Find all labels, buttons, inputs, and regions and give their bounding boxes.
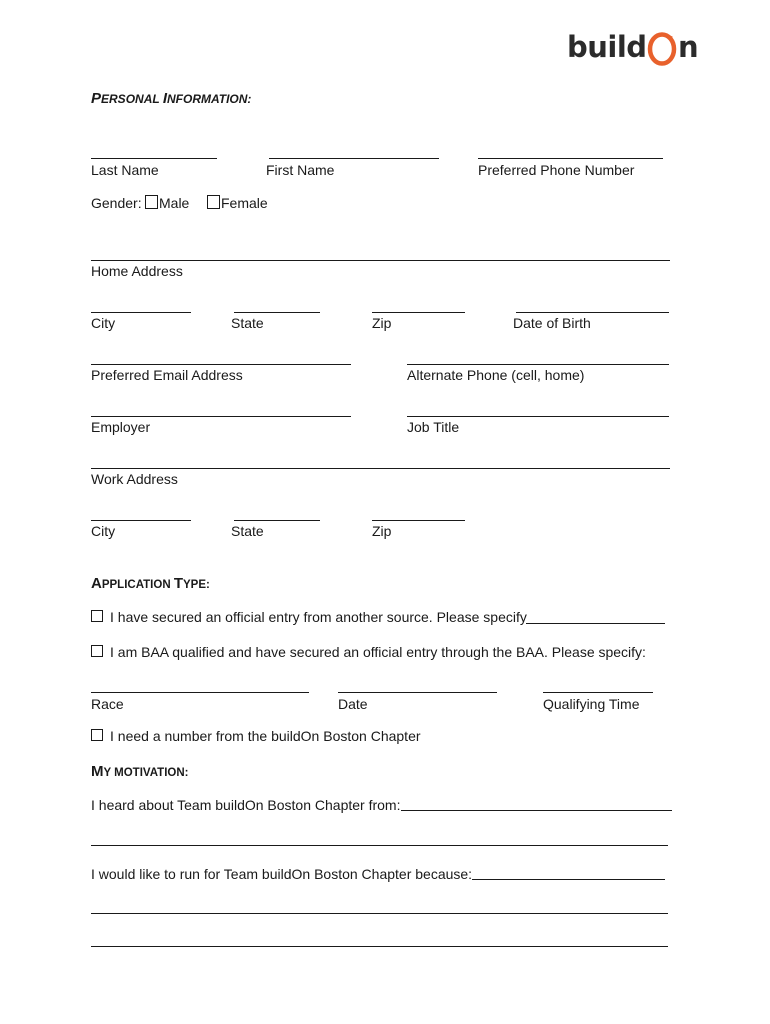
- city-label: City: [91, 315, 116, 331]
- heard-about-field[interactable]: [401, 810, 672, 811]
- option-other-source-checkbox[interactable]: [91, 610, 103, 622]
- job-title-label: Job Title: [407, 419, 460, 435]
- run-because-field[interactable]: [472, 879, 665, 880]
- state-field[interactable]: [234, 312, 320, 313]
- application-type-heading: APPLICATION TYPE:: [91, 575, 210, 592]
- first-name-field[interactable]: [269, 158, 439, 159]
- option-need-number-checkbox[interactable]: [91, 729, 103, 741]
- male-checkbox[interactable]: [145, 195, 158, 209]
- preferred-phone-field[interactable]: [478, 158, 663, 159]
- male-label: Male: [159, 195, 190, 211]
- state-label: State: [231, 315, 264, 331]
- date-label: Date: [338, 696, 368, 712]
- alternate-phone-field[interactable]: [407, 364, 669, 365]
- first-name-label: First Name: [266, 162, 335, 178]
- female-checkbox[interactable]: [207, 195, 220, 209]
- option-other-source-label: I have secured an official entry from another source. Please specify: [110, 609, 527, 625]
- qualifying-time-field[interactable]: [543, 692, 653, 693]
- heard-about-field-line-2[interactable]: [91, 845, 668, 846]
- option-baa-qualified-checkbox[interactable]: [91, 645, 103, 657]
- zip-field[interactable]: [372, 312, 465, 313]
- run-because-label: I would like to run for Team buildOn Boston Chapter because:: [91, 866, 473, 882]
- last-name-field[interactable]: [91, 158, 217, 159]
- work-address-field[interactable]: [91, 468, 670, 469]
- home-address-field[interactable]: [91, 260, 670, 261]
- employer-label: Employer: [91, 419, 151, 435]
- qualifying-time-label: Qualifying Time: [543, 696, 640, 712]
- buildon-logo: [565, 27, 700, 69]
- email-label: Preferred Email Address: [91, 367, 243, 383]
- date-of-birth-label: Date of Birth: [513, 315, 591, 331]
- alternate-phone-label: Alternate Phone (cell, home): [407, 367, 585, 383]
- date-field[interactable]: [338, 692, 497, 693]
- run-because-field-line-3[interactable]: [91, 946, 668, 947]
- preferred-phone-label: Preferred Phone Number: [478, 162, 635, 178]
- option-baa-qualified-label: I am BAA qualified and have secured an official entry through the BAA. Please specify:: [110, 644, 646, 660]
- job-title-field[interactable]: [407, 416, 669, 417]
- motivation-heading: MY MOTIVATION:: [91, 763, 189, 780]
- female-label: Female: [221, 195, 268, 211]
- zip-label: Zip: [372, 315, 392, 331]
- last-name-label: Last Name: [91, 162, 159, 178]
- gender-label: Gender:: [91, 195, 142, 211]
- personal-info-heading: PERSONAL INFORMATION:: [91, 90, 252, 107]
- race-field[interactable]: [91, 692, 309, 693]
- employer-field[interactable]: [91, 416, 351, 417]
- work-state-label: State: [231, 523, 264, 539]
- other-source-specify-field[interactable]: [526, 623, 665, 624]
- date-of-birth-field[interactable]: [516, 312, 669, 313]
- home-address-label: Home Address: [91, 263, 183, 279]
- work-city-label: City: [91, 523, 116, 539]
- logo-text-build: build: [567, 30, 647, 64]
- work-zip-field[interactable]: [372, 520, 465, 521]
- email-field[interactable]: [91, 364, 351, 365]
- work-address-label: Work Address: [91, 471, 178, 487]
- run-because-field-line-2[interactable]: [91, 913, 668, 914]
- work-zip-label: Zip: [372, 523, 392, 539]
- heard-about-label: I heard about Team buildOn Boston Chapter from:: [91, 797, 401, 813]
- logo-o-icon: [646, 29, 678, 67]
- race-label: Race: [91, 696, 124, 712]
- option-need-number-label: I need a number from the buildOn Boston Chapter: [110, 728, 421, 744]
- work-city-field[interactable]: [91, 520, 191, 521]
- logo-text-n: n: [678, 30, 699, 64]
- work-state-field[interactable]: [234, 520, 320, 521]
- city-field[interactable]: [91, 312, 191, 313]
